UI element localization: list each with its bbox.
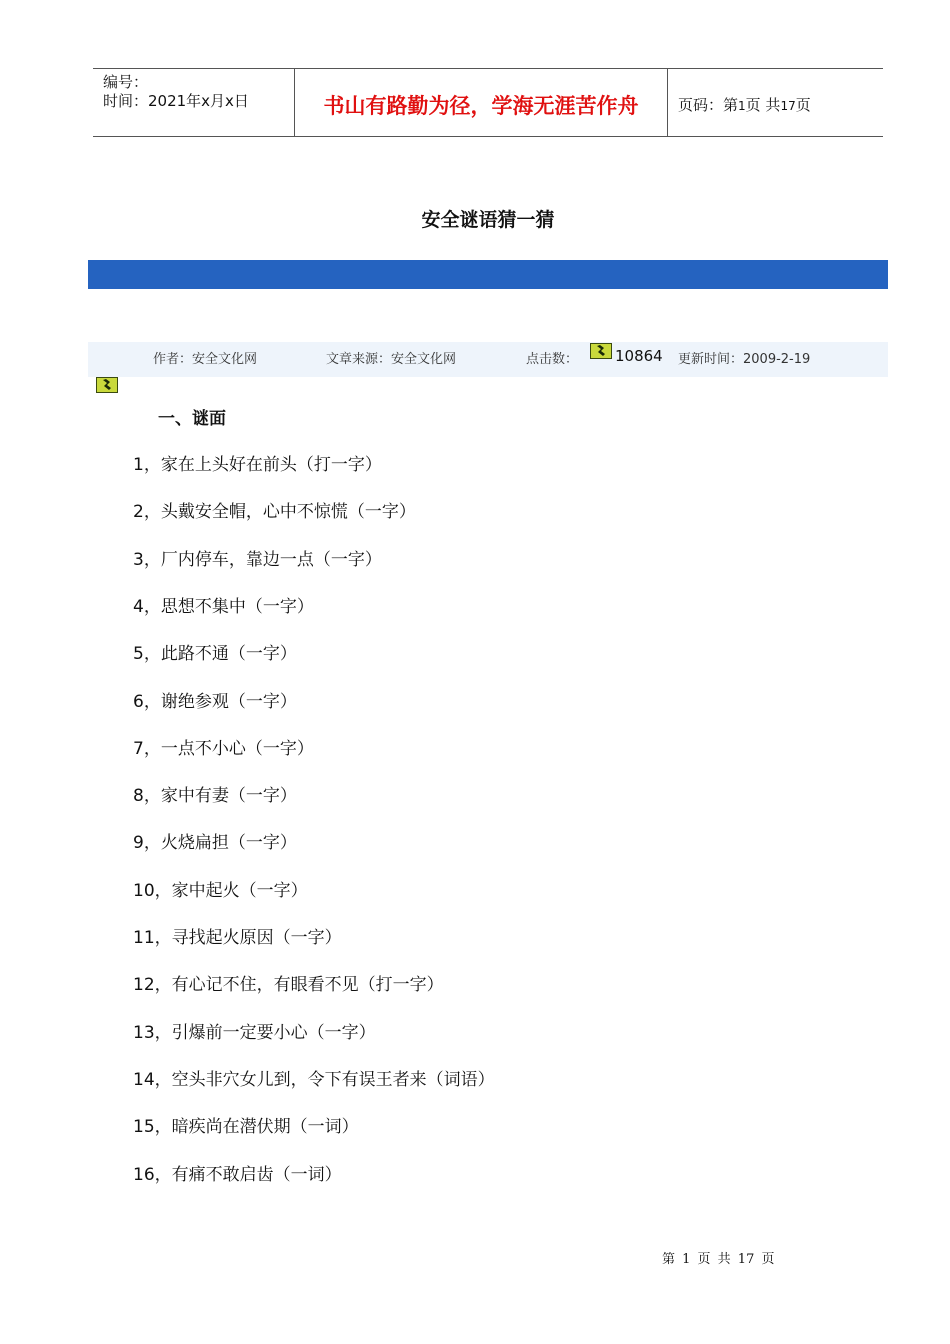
page-number: 1 xyxy=(738,99,746,113)
riddle-text: ，思想不集中（一字） xyxy=(143,596,314,617)
source: 文章来源：安全文化网 xyxy=(326,352,457,367)
riddle-text: ，空头非穴女儿到，令下有误王者来（词语） xyxy=(154,1069,495,1090)
clicks-label: 点击数： xyxy=(526,352,579,367)
riddle-item xyxy=(133,781,297,806)
riddle-item xyxy=(133,876,308,901)
page-end: 页 xyxy=(795,96,811,114)
riddle-item xyxy=(133,923,342,948)
riddle-item xyxy=(133,1112,359,1137)
riddle-text: ，家在上头好在前头（打一字） xyxy=(143,455,382,475)
page-total: 17 xyxy=(780,99,796,113)
riddle-text: ，厂内停车，靠边一点（一字） xyxy=(143,549,382,570)
riddle-text: ，暗疾尚在潜伏期（一词） xyxy=(154,1117,359,1138)
section-heading: 一、谜面 xyxy=(158,409,226,429)
riddle-number: 7 xyxy=(133,738,144,759)
page-footer: 第 1 页 共 17 页 xyxy=(662,1252,775,1267)
riddle-item xyxy=(133,687,297,712)
riddle-text: ，此路不通（一字） xyxy=(143,644,297,665)
article-meta xyxy=(88,342,888,377)
author: 作者：安全文化网 xyxy=(153,352,258,367)
riddle-number: 9 xyxy=(133,833,144,854)
riddle-number: 4 xyxy=(133,596,144,617)
header-motto-cell xyxy=(295,69,668,136)
riddle-item xyxy=(133,1018,376,1043)
page-title: 安全谜语猜一猜 xyxy=(421,209,555,231)
riddle-text: ，家中起火（一字） xyxy=(154,880,308,901)
riddle-number: 3 xyxy=(133,549,144,570)
page-label: 页码：第 xyxy=(678,96,739,114)
riddle-text: ，引爆前一定要小心（一字） xyxy=(154,1022,376,1043)
riddle-text: ，头戴安全帽，心中不惊慌（一字） xyxy=(143,502,416,523)
riddle-text: ，家中有妻（一字） xyxy=(143,786,297,807)
riddle-number: 10 xyxy=(133,880,155,901)
riddle-number: 5 xyxy=(133,644,144,665)
riddle-number: 12 xyxy=(133,975,155,996)
header-page-cell xyxy=(668,69,883,136)
header-table xyxy=(93,68,883,137)
riddle-text: ，寻找起火原因（一字） xyxy=(154,928,342,948)
riddle-item xyxy=(133,1065,495,1090)
riddle-item xyxy=(133,734,314,759)
riddle-text: ，一点不小心（一字） xyxy=(143,738,314,759)
doc-number-label: 编号： xyxy=(103,73,149,91)
riddle-item xyxy=(133,497,416,522)
riddle-item xyxy=(133,639,297,664)
header-left-cell xyxy=(93,69,295,136)
riddle-item xyxy=(133,450,382,475)
page-info xyxy=(678,94,811,115)
updated-time: 更新时间：2009-2-19 xyxy=(678,352,811,367)
riddle-number: 15 xyxy=(133,1117,155,1138)
riddle-text: ，谢绝参观（一字） xyxy=(143,691,297,712)
title-bar xyxy=(88,260,888,289)
clicks-count: 10864 xyxy=(615,347,663,365)
riddle-text: ，火烧扁担（一字） xyxy=(143,833,297,854)
riddle-text: ，有痛不敢启齿（一词） xyxy=(154,1164,342,1185)
riddle-item xyxy=(133,828,297,853)
riddle-number: 2 xyxy=(133,502,144,523)
riddle-number: 13 xyxy=(133,1022,155,1043)
riddle-text: ，有心记不住，有眼看不见（打一字） xyxy=(154,975,444,996)
riddle-number: 16 xyxy=(133,1164,155,1185)
motto: 书山有路勤为径，学海无涯苦作舟 xyxy=(323,93,639,118)
attachment-icon xyxy=(96,377,118,393)
riddle-number: 6 xyxy=(133,691,144,712)
riddle-item xyxy=(133,545,382,570)
riddle-number: 8 xyxy=(133,786,144,807)
doc-time-label: 时间：2021年x月x日 xyxy=(103,92,249,110)
riddle-number: 14 xyxy=(133,1069,155,1090)
riddle-number: 11 xyxy=(133,928,155,948)
page-mid: 页 共 xyxy=(745,96,781,114)
riddle-item xyxy=(133,970,444,995)
attachment-icon xyxy=(590,343,612,359)
riddle-item xyxy=(133,1160,342,1185)
riddle-number: 1 xyxy=(133,455,144,475)
riddle-item xyxy=(133,592,314,617)
